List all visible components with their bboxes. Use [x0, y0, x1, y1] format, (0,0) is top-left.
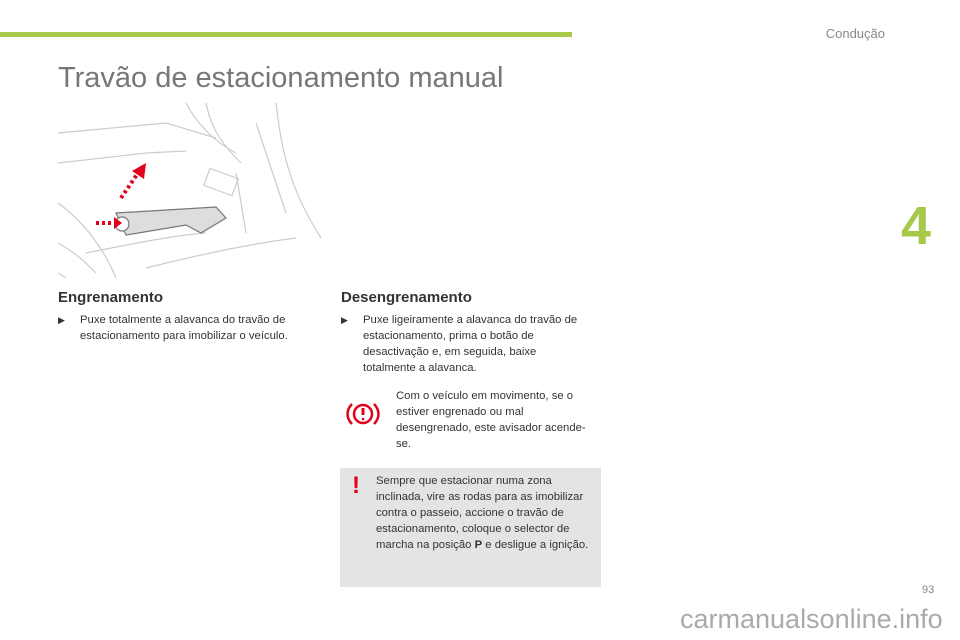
engage-heading: Engrenamento [58, 289, 164, 306]
page-number: 93 [922, 584, 935, 596]
page-title: Travão de estacionamento manual [58, 62, 504, 94]
section-title: Condução [825, 26, 885, 41]
chapter-number: 4 [901, 196, 932, 256]
header-accent-bar [0, 32, 572, 37]
warning-light-text: Com o veículo em movimento, se o estiver engrenado ou mal desengrenado, este avisador acende-se. [396, 390, 586, 450]
disengage-heading: Desengrenamento [341, 289, 472, 306]
parking-note [340, 468, 601, 587]
disengage-instruction: ▶ Puxe ligeiramente a alavanca do travão de estacionamento, prima o botão de desactivação e, em seguida, baixe totalmente a alavanca. [341, 314, 578, 374]
watermark: carmanualsonline.info [680, 604, 943, 634]
note-text: Sempre que estacionar numa zona inclinada, vire as rodas para as imobilizar contra o passeio, accione o travão de estacionamento, coloque o selector de marcha na posição P e desligue a ignição. [376, 475, 589, 551]
brake-warning-light-icon [346, 400, 380, 428]
handbrake-illustration [56, 103, 321, 278]
bullet-icon: ▶ [58, 315, 65, 325]
bullet-icon: ▶ [341, 315, 348, 325]
exclamation-icon: ! [352, 472, 360, 499]
engage-instruction: ▶ Puxe totalmente a alavanca do travão de estacionamento para imobilizar o veículo. [58, 314, 288, 342]
